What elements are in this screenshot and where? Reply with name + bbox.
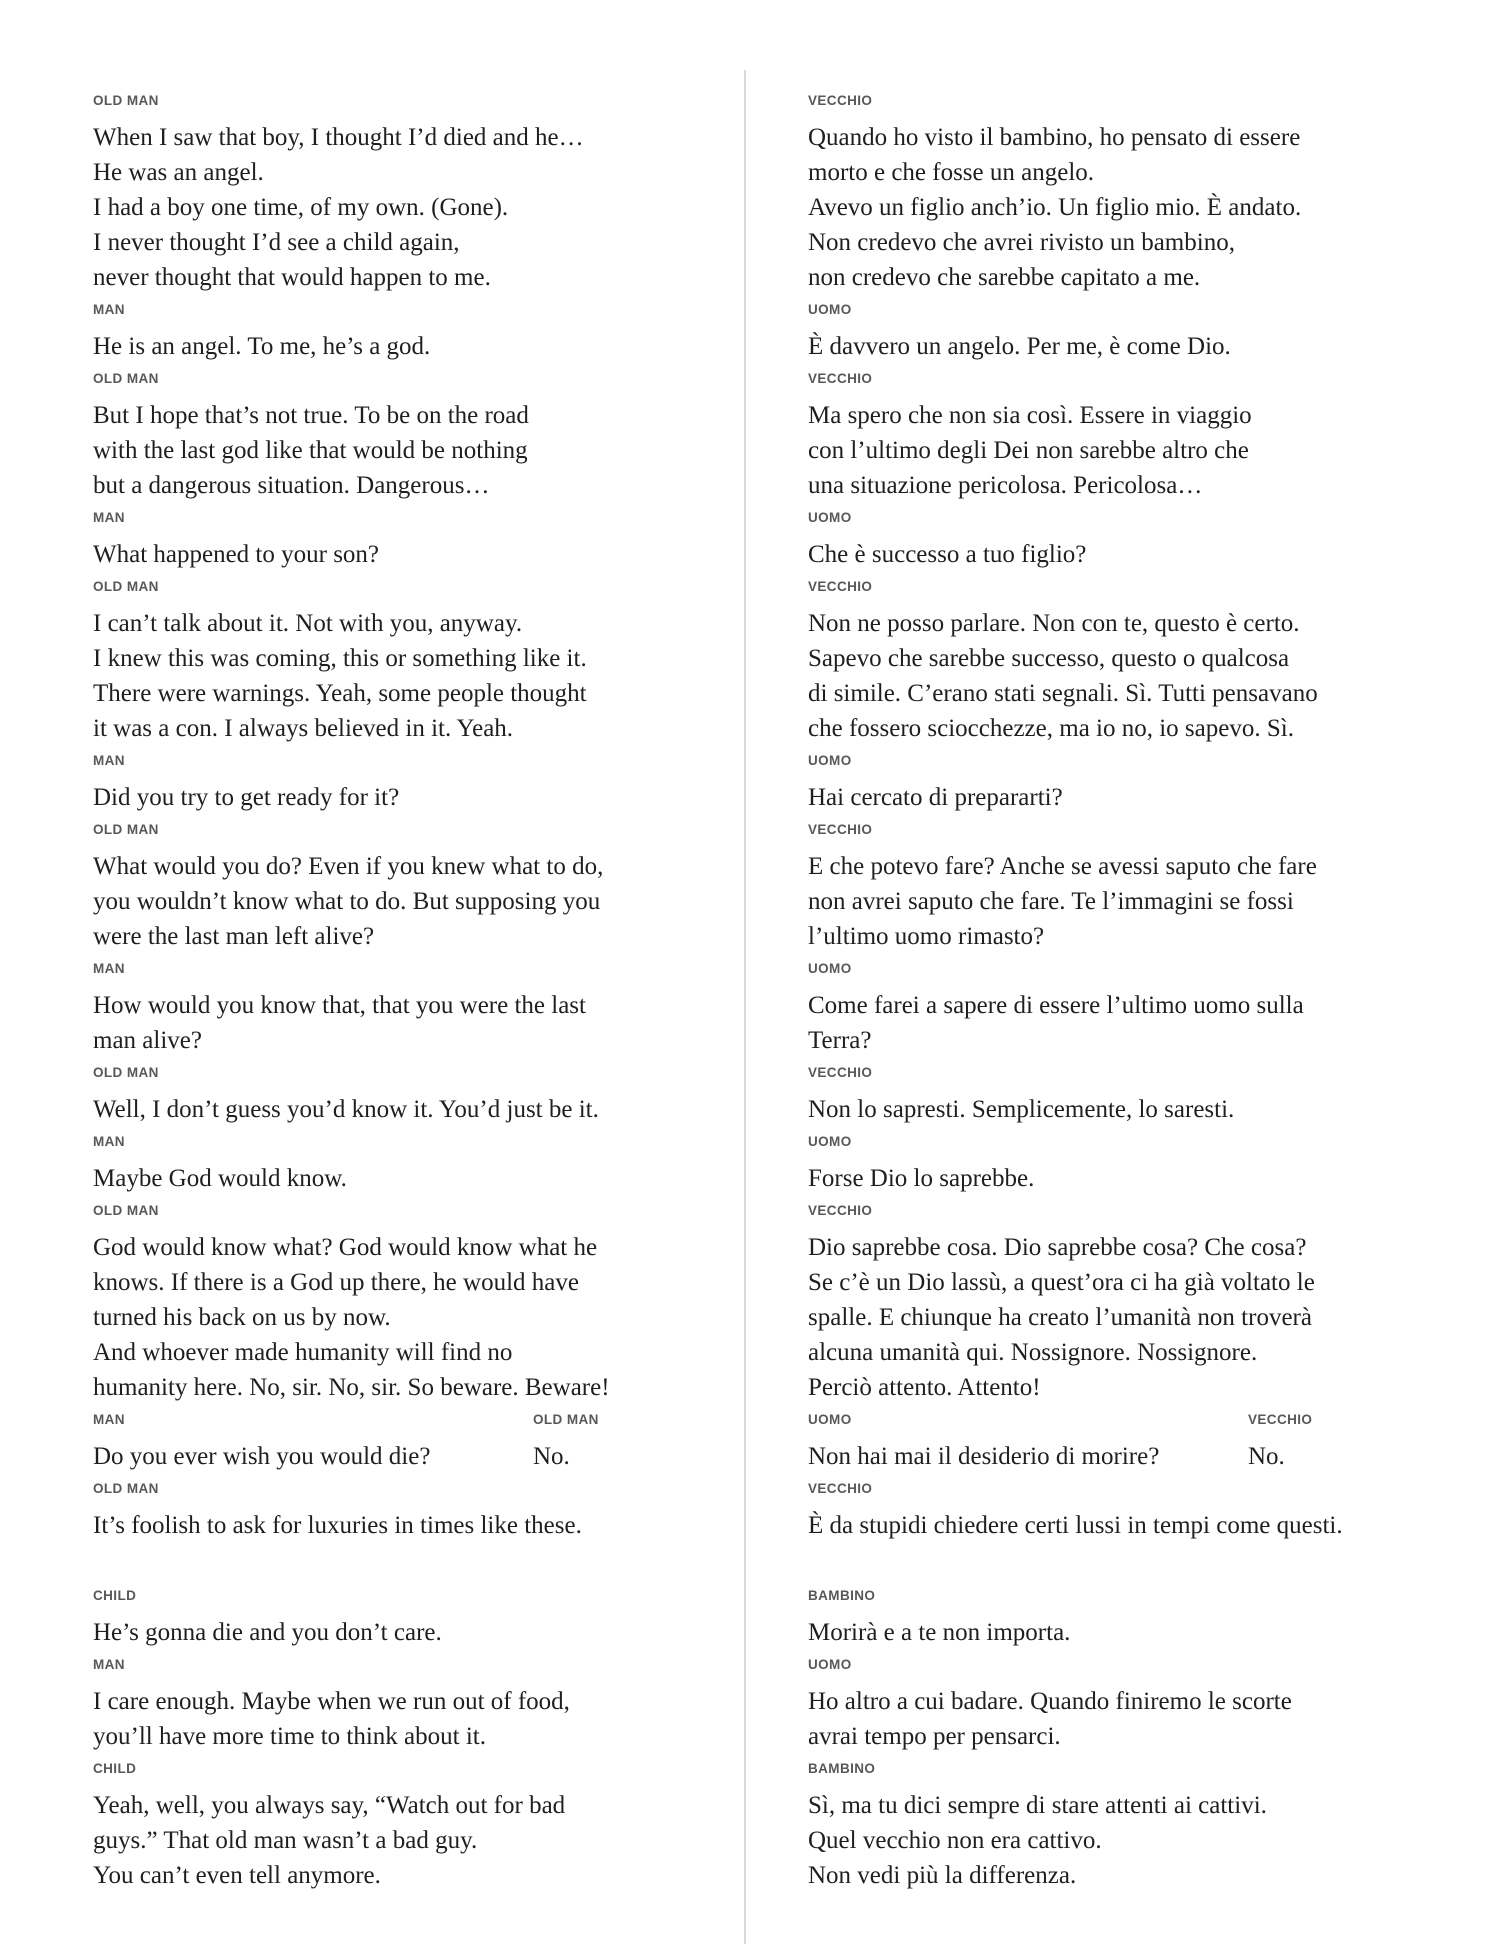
dialogue-line: Perciò attento. Attento! <box>808 1374 1041 1401</box>
dialogue-line: Do you ever wish you would die? <box>93 1443 431 1470</box>
dialogue-line: Well, I don’t guess you’d know it. You’d just be it. <box>93 1096 599 1123</box>
dialogue-block <box>808 577 1458 746</box>
column-divider <box>744 70 746 1944</box>
speaker-label: OLD MAN <box>93 579 159 594</box>
dialogue-block <box>808 1063 1458 1127</box>
dialogue-line: Quando ho visto il bambino, ho pensato di essere <box>808 124 1301 151</box>
dialogue-block <box>93 1759 713 1893</box>
dialogue-line: con l’ultimo degli Dei non sarebbe altro che <box>808 437 1249 464</box>
dialogue-block <box>93 820 713 954</box>
dialogue-line: che fossero sciocchezze, ma io no, io sapevo. Sì. <box>808 715 1294 742</box>
speaker-label: VECCHIO <box>808 1203 873 1218</box>
speaker-label: MAN <box>93 753 125 768</box>
dialogue-line: È davvero un angelo. Per me, è come Dio. <box>808 333 1231 360</box>
dialogue-block <box>93 751 713 815</box>
speaker-label: CHILD <box>93 1761 137 1776</box>
dialogue-block <box>93 959 713 1058</box>
dialogue-line: No. <box>533 1443 570 1470</box>
dialogue-line: knows. If there is a God up there, he would have <box>93 1269 579 1296</box>
dual-label-row <box>808 1410 1458 1430</box>
dialogue-line: Ma spero che non sia così. Essere in viaggio <box>808 402 1252 429</box>
dialogue-line: l’ultimo uomo rimasto? <box>808 923 1045 950</box>
dialogue-line: Terra? <box>808 1027 872 1054</box>
speaker-label: BAMBINO <box>808 1588 876 1603</box>
dialogue-line: I never thought I’d see a child again, <box>93 229 460 256</box>
dialogue-block <box>808 91 1458 295</box>
speaker-label: VECCHIO <box>808 1481 873 1496</box>
dialogue-line: It’s foolish to ask for luxuries in times like these. <box>93 1512 582 1539</box>
speaker-label: OLD MAN <box>93 371 159 386</box>
dialogue-line: Sì, ma tu dici sempre di stare attenti ai cattivi. <box>808 1792 1267 1819</box>
dialogue-block <box>93 1479 713 1543</box>
speaker-label: UOMO <box>808 1412 852 1427</box>
speaker-label: MAN <box>93 961 125 976</box>
dialogue-line: Forse Dio lo saprebbe. <box>808 1165 1035 1192</box>
speaker-label: UOMO <box>808 1657 852 1672</box>
speaker-label: MAN <box>93 1134 125 1149</box>
dialogue-line: but a dangerous situation. Dangerous… <box>93 472 490 499</box>
speaker-label: OLD MAN <box>533 1412 599 1427</box>
dialogue-line: Se c’è un Dio lassù, a quest’ora ci ha già voltato le <box>808 1269 1315 1296</box>
dialogue-line: with the last god like that would be nothing <box>93 437 528 464</box>
dual-text-row <box>93 1439 713 1474</box>
dialogue-line: were the last man left alive? <box>93 923 375 950</box>
speaker-label: MAN <box>93 1412 125 1427</box>
dialogue-line: Non hai mai il desiderio di morire? <box>808 1443 1160 1470</box>
dialogue-line: man alive? <box>93 1027 202 1054</box>
dialogue-line: alcuna umanità qui. Nossignore. Nossignore. <box>808 1339 1258 1366</box>
column-english <box>93 91 713 1893</box>
dialogue-line: What happened to your son? <box>93 541 380 568</box>
dialogue-line: non credevo che sarebbe capitato a me. <box>808 264 1201 291</box>
dialogue-line: Come farei a sapere di essere l’ultimo uomo sulla <box>808 992 1304 1019</box>
speaker-label: UOMO <box>808 510 852 525</box>
dialogue-line: But I hope that’s not true. To be on the road <box>93 402 529 429</box>
speaker-label: BAMBINO <box>808 1761 876 1776</box>
dialogue-block <box>808 751 1458 815</box>
dialogue-block <box>93 1063 713 1127</box>
dialogue-line: I can’t talk about it. Not with you, anyway. <box>93 610 523 637</box>
dialogue-block <box>93 1132 713 1196</box>
dialogue-block-dual <box>808 1410 1458 1474</box>
dialogue-line: it was a con. I always believed in it. Yeah. <box>93 715 514 742</box>
speaker-label: OLD MAN <box>93 1203 159 1218</box>
dialogue-line: When I saw that boy, I thought I’d died and he… <box>93 124 584 151</box>
dialogue-line: you’ll have more time to think about it. <box>93 1723 486 1750</box>
speaker-label: MAN <box>93 1657 125 1672</box>
speaker-label: UOMO <box>808 1134 852 1149</box>
dialogue-line: Non credevo che avrei rivisto un bambino, <box>808 229 1235 256</box>
dialogue-line: He’s gonna die and you don’t care. <box>93 1619 442 1646</box>
speaker-label: VECCHIO <box>1248 1412 1313 1427</box>
dialogue-line: Non vedi più la differenza. <box>808 1862 1077 1889</box>
dual-text-row <box>808 1439 1458 1474</box>
dialogue-block <box>808 369 1458 503</box>
dialogue-block <box>808 959 1458 1058</box>
dialogue-line: spalle. E chiunque ha creato l’umanità non troverà <box>808 1304 1312 1331</box>
dialogue-block <box>808 1586 1458 1650</box>
speaker-label: VECCHIO <box>808 93 873 108</box>
dialogue-line: Yeah, well, you always say, “Watch out for bad <box>93 1792 566 1819</box>
dialogue-line: guys.” That old man wasn’t a bad guy. <box>93 1827 478 1854</box>
dialogue-block <box>93 508 713 572</box>
dialogue-line: Maybe God would know. <box>93 1165 347 1192</box>
dialogue-block <box>93 577 713 746</box>
dialogue-block <box>808 1201 1458 1405</box>
dialogue-line: morto e che fosse un angelo. <box>808 159 1095 186</box>
dialogue-line: Did you try to get ready for it? <box>93 784 400 811</box>
dialogue-line: And whoever made humanity will find no <box>93 1339 513 1366</box>
speaker-label: VECCHIO <box>808 822 873 837</box>
dialogue-line: I knew this was coming, this or something like it. <box>93 645 587 672</box>
dialogue-line: non avrei saputo che fare. Te l’immagini se fossi <box>808 888 1294 915</box>
dialogue-line: Dio saprebbe cosa. Dio saprebbe cosa? Che cosa? <box>808 1234 1307 1261</box>
dialogue-line: He is an angel. To me, he’s a god. <box>93 333 431 360</box>
dialogue-line: you wouldn’t know what to do. But supposing you <box>93 888 601 915</box>
dialogue-line: There were warnings. Yeah, some people thought <box>93 680 587 707</box>
speaker-label: MAN <box>93 302 125 317</box>
dialogue-line: Hai cercato di prepararti? <box>808 784 1063 811</box>
dialogue-line: di simile. C’erano stati segnali. Sì. Tutti pensavano <box>808 680 1318 707</box>
dialogue-line: Quel vecchio non era cattivo. <box>808 1827 1102 1854</box>
dialogue-line: I had a boy one time, of my own. (Gone). <box>93 194 509 221</box>
dual-label-row <box>93 1410 713 1430</box>
dialogue-block <box>93 1655 713 1754</box>
dialogue-line: What would you do? Even if you knew what to do, <box>93 853 604 880</box>
speaker-label: OLD MAN <box>93 93 159 108</box>
dialogue-line: Sapevo che sarebbe successo, questo o qualcosa <box>808 645 1290 672</box>
dialogue-block <box>93 1201 713 1405</box>
dialogue-line: I care enough. Maybe when we run out of food, <box>93 1688 570 1715</box>
dialogue-line: turned his back on us by now. <box>93 1304 391 1331</box>
dialogue-block <box>808 1132 1458 1196</box>
dialogue-block <box>808 1655 1458 1754</box>
dialogue-line: Non ne posso parlare. Non con te, questo è certo. <box>808 610 1300 637</box>
dialogue-block <box>93 369 713 503</box>
dialogue-line: No. <box>1248 1443 1285 1470</box>
speaker-label: MAN <box>93 510 125 525</box>
dialogue-block <box>93 1586 713 1650</box>
dialogue-line: Avevo un figlio anch’io. Un figlio mio. È andato. <box>808 194 1302 221</box>
dialogue-block <box>808 300 1458 364</box>
dialogue-line: E che potevo fare? Anche se avessi saputo che fare <box>808 853 1317 880</box>
speaker-label: VECCHIO <box>808 1065 873 1080</box>
speaker-label: CHILD <box>93 1588 137 1603</box>
column-italian <box>808 91 1458 1893</box>
dialogue-block <box>93 300 713 364</box>
dialogue-line: avrai tempo per pensarci. <box>808 1723 1061 1750</box>
dialogue-block-dual <box>93 1410 713 1474</box>
speaker-label: OLD MAN <box>93 822 159 837</box>
dialogue-block <box>808 820 1458 954</box>
speaker-label: UOMO <box>808 753 852 768</box>
dialogue-block <box>93 91 713 295</box>
dialogue-line: Non lo sapresti. Semplicemente, lo saresti. <box>808 1096 1235 1123</box>
dialogue-line: How would you know that, that you were the last <box>93 992 586 1019</box>
dialogue-line: He was an angel. <box>93 159 264 186</box>
dialogue-line: God would know what? God would know what he <box>93 1234 598 1261</box>
speaker-label: VECCHIO <box>808 579 873 594</box>
dialogue-line: Che è successo a tuo figlio? <box>808 541 1087 568</box>
dialogue-line: You can’t even tell anymore. <box>93 1862 381 1889</box>
dialogue-block <box>808 508 1458 572</box>
speaker-label: UOMO <box>808 961 852 976</box>
dialogue-block <box>808 1479 1458 1543</box>
dialogue-line: humanity here. No, sir. No, sir. So beware. Beware! <box>93 1374 610 1401</box>
dialogue-block <box>808 1759 1458 1893</box>
dialogue-line: Ho altro a cui badare. Quando finiremo le scorte <box>808 1688 1292 1715</box>
speaker-label: VECCHIO <box>808 371 873 386</box>
speaker-label: OLD MAN <box>93 1481 159 1496</box>
speaker-label: OLD MAN <box>93 1065 159 1080</box>
dialogue-line: una situazione pericolosa. Pericolosa… <box>808 472 1203 499</box>
speaker-label: UOMO <box>808 302 852 317</box>
dialogue-line: never thought that would happen to me. <box>93 264 491 291</box>
dialogue-line: Morirà e a te non importa. <box>808 1619 1071 1646</box>
dialogue-line: È da stupidi chiedere certi lussi in tempi come questi. <box>808 1512 1343 1539</box>
